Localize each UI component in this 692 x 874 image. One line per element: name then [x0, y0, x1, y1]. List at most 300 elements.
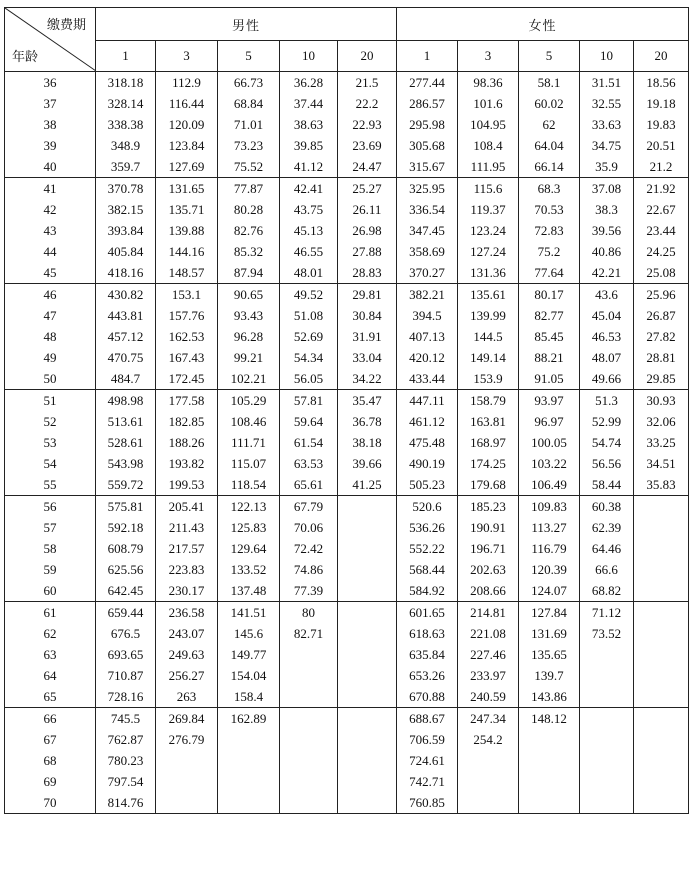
- female-rate-cell: 33.63: [580, 114, 634, 135]
- female-rate-cell: 34.51: [634, 453, 689, 474]
- male-rate-cell: 34.22: [338, 368, 397, 390]
- male-period-header: 3: [156, 41, 218, 72]
- male-rate-cell: 167.43: [156, 347, 218, 368]
- female-rate-cell: 104.95: [458, 114, 519, 135]
- male-rate-cell: 276.79: [156, 729, 218, 750]
- male-rate-cell: 26.98: [338, 220, 397, 241]
- male-rate-cell: 728.16: [96, 686, 156, 708]
- male-rate-cell: 470.75: [96, 347, 156, 368]
- female-rate-cell: [458, 771, 519, 792]
- male-rate-cell: 77.39: [280, 580, 338, 602]
- female-rate-cell: 106.49: [519, 474, 580, 496]
- male-rate-cell: 328.14: [96, 93, 156, 114]
- female-rate-cell: 37.08: [580, 178, 634, 200]
- age-cell: 63: [5, 644, 96, 665]
- age-cell: 55: [5, 474, 96, 496]
- female-rate-cell: [634, 580, 689, 602]
- male-rate-cell: 120.09: [156, 114, 218, 135]
- male-rate-cell: 70.06: [280, 517, 338, 538]
- female-rate-cell: 670.88: [397, 686, 458, 708]
- male-rate-cell: 23.69: [338, 135, 397, 156]
- table-row: [5, 305, 689, 326]
- male-rate-cell: 31.91: [338, 326, 397, 347]
- male-rate-cell: 188.26: [156, 432, 218, 453]
- female-rate-cell: 394.5: [397, 305, 458, 326]
- male-rate-cell: 99.21: [218, 347, 280, 368]
- female-rate-cell: 111.95: [458, 156, 519, 178]
- female-rate-cell: [580, 792, 634, 814]
- age-cell: 57: [5, 517, 96, 538]
- male-rate-cell: [280, 665, 338, 686]
- table-row: [5, 390, 689, 412]
- male-rate-cell: 77.87: [218, 178, 280, 200]
- male-rate-cell: 42.41: [280, 178, 338, 200]
- table-row: [5, 241, 689, 262]
- male-rate-cell: 137.48: [218, 580, 280, 602]
- age-cell: 41: [5, 178, 96, 200]
- male-rate-cell: 43.75: [280, 199, 338, 220]
- male-rate-cell: 172.45: [156, 368, 218, 390]
- female-rate-cell: [519, 792, 580, 814]
- table-row: [5, 284, 689, 306]
- female-rate-cell: [458, 792, 519, 814]
- male-rate-cell: 22.93: [338, 114, 397, 135]
- male-rate-cell: 71.01: [218, 114, 280, 135]
- male-rate-cell: 148.57: [156, 262, 218, 284]
- female-rate-cell: 40.86: [580, 241, 634, 262]
- female-rate-cell: 185.23: [458, 496, 519, 518]
- female-rate-cell: 28.81: [634, 347, 689, 368]
- female-rate-cell: 45.04: [580, 305, 634, 326]
- female-rate-cell: 653.26: [397, 665, 458, 686]
- female-period-header: 10: [580, 41, 634, 72]
- male-rate-cell: 74.86: [280, 559, 338, 580]
- table-row: [5, 156, 689, 178]
- male-rate-cell: 82.71: [280, 623, 338, 644]
- age-cell: 44: [5, 241, 96, 262]
- male-rate-cell: 153.1: [156, 284, 218, 306]
- table-row: [5, 644, 689, 665]
- male-rate-cell: 85.32: [218, 241, 280, 262]
- male-rate-cell: 54.34: [280, 347, 338, 368]
- female-rate-cell: 158.79: [458, 390, 519, 412]
- male-rate-cell: 131.65: [156, 178, 218, 200]
- female-period-header: 3: [458, 41, 519, 72]
- male-period-header: 1: [96, 41, 156, 72]
- female-rate-cell: 127.84: [519, 602, 580, 624]
- female-rate-cell: 168.97: [458, 432, 519, 453]
- male-rate-cell: 67.79: [280, 496, 338, 518]
- male-rate-cell: [338, 686, 397, 708]
- age-cell: 48: [5, 326, 96, 347]
- age-cell: 54: [5, 453, 96, 474]
- female-rate-cell: 82.77: [519, 305, 580, 326]
- age-cell: 42: [5, 199, 96, 220]
- table-row: [5, 114, 689, 135]
- female-rate-cell: 23.44: [634, 220, 689, 241]
- female-rate-cell: [519, 750, 580, 771]
- female-rate-cell: 196.71: [458, 538, 519, 559]
- male-rate-cell: 25.27: [338, 178, 397, 200]
- female-rate-cell: 25.96: [634, 284, 689, 306]
- female-rate-cell: 148.12: [519, 708, 580, 730]
- age-cell: 39: [5, 135, 96, 156]
- male-rate-cell: 125.83: [218, 517, 280, 538]
- female-rate-cell: 35.9: [580, 156, 634, 178]
- male-rate-cell: 158.4: [218, 686, 280, 708]
- male-rate-cell: 49.52: [280, 284, 338, 306]
- male-rate-cell: 199.53: [156, 474, 218, 496]
- table-row: [5, 750, 689, 771]
- male-rate-cell: [338, 517, 397, 538]
- table-row: [5, 93, 689, 114]
- age-cell: 38: [5, 114, 96, 135]
- male-rate-cell: [218, 729, 280, 750]
- age-cell: 51: [5, 390, 96, 412]
- female-rate-cell: 85.45: [519, 326, 580, 347]
- female-rate-cell: 227.46: [458, 644, 519, 665]
- age-cell: 49: [5, 347, 96, 368]
- female-rate-cell: 358.69: [397, 241, 458, 262]
- table-row: [5, 517, 689, 538]
- male-rate-cell: 65.61: [280, 474, 338, 496]
- male-rate-cell: 129.64: [218, 538, 280, 559]
- female-rate-cell: 62.39: [580, 517, 634, 538]
- age-cell: 58: [5, 538, 96, 559]
- male-rate-cell: [338, 559, 397, 580]
- male-rate-cell: 93.43: [218, 305, 280, 326]
- female-rate-cell: 18.56: [634, 72, 689, 94]
- female-rate-cell: 295.98: [397, 114, 458, 135]
- female-rate-cell: 29.85: [634, 368, 689, 390]
- female-rate-cell: 520.6: [397, 496, 458, 518]
- table-row: [5, 538, 689, 559]
- male-rate-cell: 28.83: [338, 262, 397, 284]
- female-rate-cell: 68.3: [519, 178, 580, 200]
- age-cell: 50: [5, 368, 96, 390]
- age-cell: 70: [5, 792, 96, 814]
- female-rate-cell: 19.18: [634, 93, 689, 114]
- female-rate-cell: 208.66: [458, 580, 519, 602]
- age-cell: 37: [5, 93, 96, 114]
- female-rate-cell: 370.27: [397, 262, 458, 284]
- male-rate-cell: 36.78: [338, 411, 397, 432]
- table-row: [5, 220, 689, 241]
- female-rate-cell: [634, 517, 689, 538]
- female-rate-cell: 325.95: [397, 178, 458, 200]
- table-row: [5, 559, 689, 580]
- female-rate-cell: 119.37: [458, 199, 519, 220]
- male-rate-cell: 27.88: [338, 241, 397, 262]
- male-rate-cell: [156, 792, 218, 814]
- female-rate-cell: 68.82: [580, 580, 634, 602]
- female-rate-cell: 601.65: [397, 602, 458, 624]
- male-rate-cell: 144.16: [156, 241, 218, 262]
- male-period-header: 5: [218, 41, 280, 72]
- male-rate-cell: [338, 729, 397, 750]
- male-rate-cell: 56.05: [280, 368, 338, 390]
- male-rate-cell: 393.84: [96, 220, 156, 241]
- male-rate-cell: 236.58: [156, 602, 218, 624]
- female-rate-cell: 247.34: [458, 708, 519, 730]
- male-rate-cell: [338, 623, 397, 644]
- female-rate-cell: [634, 686, 689, 708]
- male-rate-cell: [156, 771, 218, 792]
- female-rate-cell: 382.21: [397, 284, 458, 306]
- male-rate-cell: 52.69: [280, 326, 338, 347]
- female-rate-cell: 315.67: [397, 156, 458, 178]
- female-rate-cell: 80.17: [519, 284, 580, 306]
- female-rate-cell: [634, 644, 689, 665]
- table-row: [5, 326, 689, 347]
- male-rate-cell: 33.04: [338, 347, 397, 368]
- male-rate-cell: 162.53: [156, 326, 218, 347]
- female-rate-cell: 21.92: [634, 178, 689, 200]
- table-row: [5, 178, 689, 200]
- age-cell: 67: [5, 729, 96, 750]
- female-rate-cell: [634, 665, 689, 686]
- male-rate-cell: 26.11: [338, 199, 397, 220]
- male-rate-cell: 370.78: [96, 178, 156, 200]
- table-row: [5, 72, 689, 94]
- male-rate-cell: 498.98: [96, 390, 156, 412]
- female-rate-cell: 635.84: [397, 644, 458, 665]
- male-rate-cell: 211.43: [156, 517, 218, 538]
- female-rate-cell: 96.97: [519, 411, 580, 432]
- female-rate-cell: 42.21: [580, 262, 634, 284]
- male-rate-cell: [338, 708, 397, 730]
- male-rate-cell: 30.84: [338, 305, 397, 326]
- female-rate-cell: 60.38: [580, 496, 634, 518]
- male-rate-cell: 127.69: [156, 156, 218, 178]
- table-row: [5, 771, 689, 792]
- age-cell: 45: [5, 262, 96, 284]
- female-rate-cell: 100.05: [519, 432, 580, 453]
- age-cell: 66: [5, 708, 96, 730]
- female-rate-cell: 30.93: [634, 390, 689, 412]
- male-rate-cell: [218, 750, 280, 771]
- male-rate-cell: 193.82: [156, 453, 218, 474]
- male-rate-cell: 592.18: [96, 517, 156, 538]
- female-rate-cell: 584.92: [397, 580, 458, 602]
- table-row: [5, 665, 689, 686]
- male-rate-cell: 46.55: [280, 241, 338, 262]
- payment-period-label: 缴费期: [46, 17, 86, 32]
- female-rate-cell: [580, 665, 634, 686]
- female-rate-cell: 760.85: [397, 792, 458, 814]
- male-rate-cell: 745.5: [96, 708, 156, 730]
- male-rate-cell: 38.63: [280, 114, 338, 135]
- male-rate-cell: 45.13: [280, 220, 338, 241]
- male-rate-cell: 63.53: [280, 453, 338, 474]
- female-rate-cell: 62: [519, 114, 580, 135]
- male-rate-cell: 135.71: [156, 199, 218, 220]
- male-rate-cell: [280, 750, 338, 771]
- table-row: [5, 686, 689, 708]
- header-row-periods: [5, 41, 689, 72]
- male-rate-cell: 676.5: [96, 623, 156, 644]
- age-cell: 36: [5, 72, 96, 94]
- female-rate-cell: 221.08: [458, 623, 519, 644]
- male-rate-cell: 24.47: [338, 156, 397, 178]
- rate-table-body: [5, 72, 689, 814]
- male-rate-cell: 108.46: [218, 411, 280, 432]
- female-period-header: 1: [397, 41, 458, 72]
- male-rate-cell: 116.44: [156, 93, 218, 114]
- female-rate-cell: 127.24: [458, 241, 519, 262]
- female-rate-cell: [580, 729, 634, 750]
- female-period-header: 5: [519, 41, 580, 72]
- male-rate-cell: [280, 686, 338, 708]
- male-rate-cell: 318.18: [96, 72, 156, 94]
- table-row: [5, 453, 689, 474]
- table-row: [5, 580, 689, 602]
- female-rate-cell: 27.82: [634, 326, 689, 347]
- male-rate-cell: 814.76: [96, 792, 156, 814]
- male-rate-cell: [280, 729, 338, 750]
- male-rate-cell: 29.81: [338, 284, 397, 306]
- male-rate-cell: 217.57: [156, 538, 218, 559]
- female-rate-cell: 70.53: [519, 199, 580, 220]
- corner-header-cell: [5, 8, 96, 72]
- female-rate-cell: 35.83: [634, 474, 689, 496]
- table-row: [5, 199, 689, 220]
- female-rate-cell: 72.83: [519, 220, 580, 241]
- female-rate-cell: 98.36: [458, 72, 519, 94]
- table-row: [5, 496, 689, 518]
- male-rate-cell: 659.44: [96, 602, 156, 624]
- male-rate-cell: 38.18: [338, 432, 397, 453]
- age-cell: 64: [5, 665, 96, 686]
- male-rate-cell: 48.01: [280, 262, 338, 284]
- female-rate-cell: 91.05: [519, 368, 580, 390]
- table-row: [5, 347, 689, 368]
- male-rate-cell: 75.52: [218, 156, 280, 178]
- age-cell: 69: [5, 771, 96, 792]
- male-rate-cell: 39.66: [338, 453, 397, 474]
- male-rate-cell: 112.9: [156, 72, 218, 94]
- male-rate-cell: 105.29: [218, 390, 280, 412]
- female-rate-cell: 22.67: [634, 199, 689, 220]
- male-rate-cell: [156, 750, 218, 771]
- female-rate-cell: 277.44: [397, 72, 458, 94]
- female-rate-cell: 135.65: [519, 644, 580, 665]
- age-cell: 53: [5, 432, 96, 453]
- female-rate-cell: [580, 686, 634, 708]
- male-rate-cell: 157.76: [156, 305, 218, 326]
- female-rate-cell: 66.6: [580, 559, 634, 580]
- male-rate-cell: 348.9: [96, 135, 156, 156]
- male-rate-cell: 243.07: [156, 623, 218, 644]
- male-rate-cell: 59.64: [280, 411, 338, 432]
- female-group-header: 女性: [397, 8, 689, 41]
- female-rate-cell: 505.23: [397, 474, 458, 496]
- female-rate-cell: [634, 750, 689, 771]
- female-rate-cell: 58.1: [519, 72, 580, 94]
- male-rate-cell: 263: [156, 686, 218, 708]
- male-rate-cell: 154.04: [218, 665, 280, 686]
- female-rate-cell: 407.13: [397, 326, 458, 347]
- male-rate-cell: 430.82: [96, 284, 156, 306]
- female-rate-cell: 32.06: [634, 411, 689, 432]
- table-row: [5, 729, 689, 750]
- male-rate-cell: 443.81: [96, 305, 156, 326]
- female-rate-cell: 54.74: [580, 432, 634, 453]
- male-rate-cell: 418.16: [96, 262, 156, 284]
- age-cell: 47: [5, 305, 96, 326]
- female-rate-cell: 60.02: [519, 93, 580, 114]
- male-rate-cell: [280, 792, 338, 814]
- male-rate-cell: 66.73: [218, 72, 280, 94]
- female-rate-cell: 25.08: [634, 262, 689, 284]
- female-rate-cell: 202.63: [458, 559, 519, 580]
- female-rate-cell: 179.68: [458, 474, 519, 496]
- age-cell: 60: [5, 580, 96, 602]
- female-rate-cell: [519, 771, 580, 792]
- male-rate-cell: 625.56: [96, 559, 156, 580]
- female-rate-cell: [580, 708, 634, 730]
- age-cell: 56: [5, 496, 96, 518]
- table-row: [5, 262, 689, 284]
- female-rate-cell: 120.39: [519, 559, 580, 580]
- female-rate-cell: 536.26: [397, 517, 458, 538]
- male-rate-cell: 115.07: [218, 453, 280, 474]
- female-rate-cell: 706.59: [397, 729, 458, 750]
- female-rate-cell: [634, 559, 689, 580]
- male-rate-cell: 797.54: [96, 771, 156, 792]
- female-rate-cell: 135.61: [458, 284, 519, 306]
- male-rate-cell: [218, 792, 280, 814]
- male-rate-cell: 39.85: [280, 135, 338, 156]
- male-rate-cell: [338, 580, 397, 602]
- female-rate-cell: 233.97: [458, 665, 519, 686]
- male-rate-cell: 256.27: [156, 665, 218, 686]
- male-rate-cell: 762.87: [96, 729, 156, 750]
- female-rate-cell: 56.56: [580, 453, 634, 474]
- age-cell: 52: [5, 411, 96, 432]
- female-rate-cell: 93.97: [519, 390, 580, 412]
- female-rate-cell: 108.4: [458, 135, 519, 156]
- male-rate-cell: 149.77: [218, 644, 280, 665]
- female-rate-cell: [634, 602, 689, 624]
- age-cell: 65: [5, 686, 96, 708]
- female-rate-cell: 163.81: [458, 411, 519, 432]
- male-rate-cell: 608.79: [96, 538, 156, 559]
- male-rate-cell: 269.84: [156, 708, 218, 730]
- male-rate-cell: [338, 665, 397, 686]
- female-rate-cell: 618.63: [397, 623, 458, 644]
- male-rate-cell: 338.38: [96, 114, 156, 135]
- female-rate-cell: 32.55: [580, 93, 634, 114]
- male-rate-cell: 642.45: [96, 580, 156, 602]
- female-rate-cell: 254.2: [458, 729, 519, 750]
- male-rate-cell: 96.28: [218, 326, 280, 347]
- female-rate-cell: 688.67: [397, 708, 458, 730]
- male-rate-cell: 177.58: [156, 390, 218, 412]
- male-rate-cell: 359.7: [96, 156, 156, 178]
- female-period-header: 20: [634, 41, 689, 72]
- female-rate-cell: 39.56: [580, 220, 634, 241]
- female-rate-cell: 139.99: [458, 305, 519, 326]
- female-rate-cell: 214.81: [458, 602, 519, 624]
- female-rate-cell: 461.12: [397, 411, 458, 432]
- male-rate-cell: 118.54: [218, 474, 280, 496]
- header-row-gender: [5, 8, 689, 41]
- female-rate-cell: 447.11: [397, 390, 458, 412]
- female-rate-cell: 131.36: [458, 262, 519, 284]
- male-rate-cell: 80.28: [218, 199, 280, 220]
- female-rate-cell: 88.21: [519, 347, 580, 368]
